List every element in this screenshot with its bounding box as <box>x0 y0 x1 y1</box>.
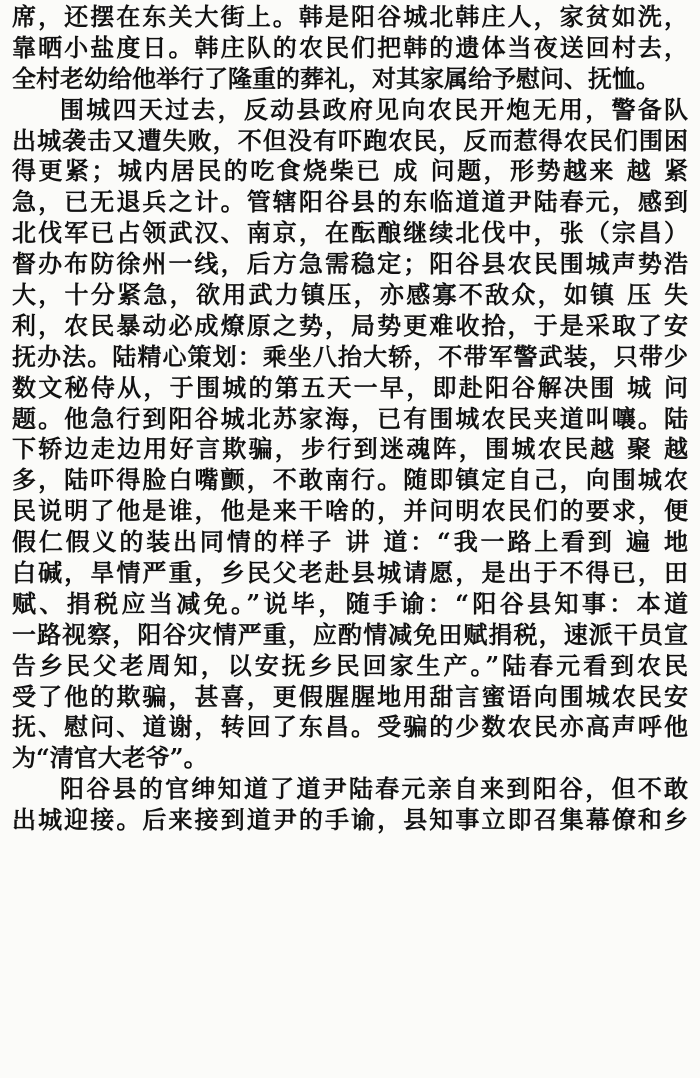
text-line-2: 靠晒小盐度日。韩庄队的农民们把韩的遗体当夜送回村去， <box>12 32 688 62</box>
text-line-24: 抚、慰问、道谢，转回了东昌。受骗的少数农民亦高声呼他 <box>12 712 688 742</box>
text-line-16: 多，陆吓得脸白嘴颤，不敢南行。随即镇定自己，向围城农 <box>12 465 688 495</box>
text-line-14: 题。他急行到阳谷城北苏家海，已有围城农民夹道叫嚷。陆 <box>12 403 688 433</box>
text-line-19: 白碱，旱情严重，乡民父老赴县城请愿，是出于不得已，田 <box>12 558 688 588</box>
text-line-3: 全村老幼给他举行了隆重的葬礼，对其家属给予慰问、抚恤。 <box>12 63 660 93</box>
text-line-5: 出城袭击又遭失败，不但没有吓跑农民，反而惹得农民们围困 <box>12 125 688 155</box>
text-line-25: 为“清官大老爷”。 <box>12 743 208 773</box>
text-line-11: 利，农民暴动必成燎原之势，局势更难收拾，于是采取了安 <box>12 310 688 340</box>
text-line-7: 急，已无退兵之计。管辖阳谷县的东临道道尹陆春元，感到 <box>12 187 688 217</box>
text-line-1: 席，还摆在东关大街上。韩是阳谷城北韩庄人，家贫如洗， <box>12 2 688 31</box>
text-line-9: 督办布防徐州一线，后方急需稳定；阳谷县农民围城声势浩 <box>12 249 688 279</box>
text-line-20: 赋、捐税应当减免。”说毕，随手谕：“阳谷县知事：本道 <box>12 588 688 618</box>
text-line-22: 告乡民父老周知，以安抚乡民回家生产。”陆春元看到农民 <box>12 650 688 680</box>
text-line-12: 抚办法。陆精心策划：乘坐八抬大轿，不带军警武装，只带少 <box>12 341 688 371</box>
text-line-17: 民说明了他是谁，他是来干啥的，并问明农民们的要求，便 <box>12 496 688 526</box>
text-line-10: 大，十分紧急，欲用武力镇压，亦感寡不敌众，如镇 压 失 <box>12 280 688 310</box>
text-line-6: 得更紧；城内居民的吃食烧柴已 成 问题，形势越来 越 紧 <box>12 156 688 186</box>
text-line-21: 一路视察，阳谷灾情严重，应酌情减免田赋捐税，速派干员宣 <box>12 619 688 649</box>
body-text <box>12 2 688 836</box>
text-line-27: 出城迎接。后来接到道尹的手谕，县知事立即召集幕僚和乡 <box>12 805 688 835</box>
text-line-8: 北伐军已占领武汉、南京，在酝酿继续北伐中，张（宗昌） <box>12 218 688 248</box>
text-line-13: 数文秘侍从，于围城的第五天一早，即赴阳谷解决围 城 问 <box>12 372 688 402</box>
text-line-26: 阳谷县的官绅知道了道尹陆春元亲自来到阳谷，但不敢 <box>60 774 688 804</box>
text-line-15: 下轿边走边用好言欺骗，步行到迷魂阵，围城农民越 聚 越 <box>12 434 688 464</box>
text-line-4: 围城四天过去，反动县政府见向农民开炮无用，警备队 <box>60 94 688 124</box>
text-line-23: 受了他的欺骗，甚喜，更假腥腥地用甜言蜜语向围城农民安 <box>12 681 688 711</box>
text-line-18: 假仁假义的装出同情的样子 讲 道：“我一路上看到 遍 地 <box>12 527 688 557</box>
